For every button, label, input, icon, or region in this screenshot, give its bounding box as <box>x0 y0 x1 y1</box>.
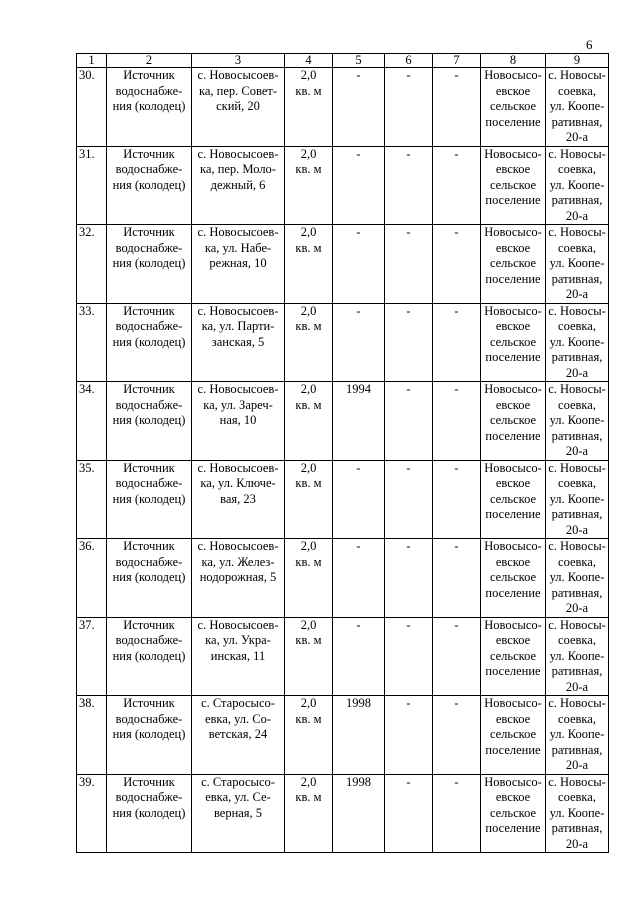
table-row <box>77 460 609 539</box>
object-name-cell <box>107 303 192 382</box>
owner-address: с. Новосы- соевка, ул. Коопе- ративная, 20-а <box>548 774 606 851</box>
object-area: 2,0 кв. м <box>295 225 322 255</box>
object-address-cell <box>192 146 285 225</box>
row-number: 36. <box>79 539 95 553</box>
owner-address: с. Новосы- соевка, ул. Коопе- ративная, 20-а <box>548 696 606 772</box>
column-6-value: - <box>406 539 411 553</box>
owner-address-cell <box>546 696 609 775</box>
object-name: Источник водоснабже- ния (колодец) <box>112 460 186 506</box>
object-address: с. Новосысоев- ка, ул. Парти- занская, 5 <box>197 303 279 349</box>
commissioning-year: - <box>356 68 361 82</box>
commissioning-year: - <box>356 146 361 161</box>
commissioning-year: 1998 <box>346 696 371 710</box>
object-address-cell <box>192 460 285 539</box>
commissioning-year: - <box>356 303 361 318</box>
row-number-cell <box>77 382 107 461</box>
settlement-name: Новосысо- евское сельское поселение <box>484 460 542 521</box>
owner-address-cell <box>546 617 609 696</box>
object-name: Источник водоснабже- ния (колодец) <box>112 696 186 741</box>
object-address-cell <box>192 696 285 775</box>
owner-address-cell <box>546 460 609 539</box>
registry-table <box>76 53 609 853</box>
object-area-cell <box>285 303 333 382</box>
column-7-value: - <box>454 539 459 553</box>
settlement-name-cell <box>481 68 546 147</box>
settlement-name-cell <box>481 303 546 382</box>
owner-address: с. Новосы- соевка, ул. Коопе- ративная, 20-а <box>548 382 606 458</box>
object-name-cell <box>107 382 192 461</box>
settlement-name: Новосысо- евское сельское поселение <box>484 617 542 678</box>
owner-address: с. Новосы- соевка, ул. Коопе- ративная, 20-а <box>548 303 606 380</box>
owner-address-cell <box>546 774 609 853</box>
object-name: Источник водоснабже- ния (колодец) <box>112 774 186 820</box>
column-7-value: - <box>454 774 459 789</box>
column-7-value: - <box>454 617 459 632</box>
table-row <box>77 382 609 461</box>
object-name: Источник водоснабже- ния (колодец) <box>112 382 186 427</box>
object-address: с. Новосысоев- ка, ул. Зареч- ная, 10 <box>197 382 279 427</box>
commissioning-year-cell <box>333 774 385 853</box>
object-area: 2,0 кв. м <box>295 68 322 98</box>
column-7-value-cell <box>433 539 481 618</box>
column-7-value-cell <box>433 68 481 147</box>
row-number-cell <box>77 225 107 304</box>
column-6-value: - <box>406 303 411 318</box>
object-area-cell <box>285 225 333 304</box>
header-row <box>77 54 609 68</box>
owner-address: с. Новосы- соевка, ул. Коопе- ративная, 20-а <box>548 146 606 223</box>
column-header: 2 <box>107 54 192 68</box>
row-number: 31. <box>79 146 95 161</box>
object-address-cell <box>192 68 285 147</box>
object-address: с. Новосысоев- ка, ул. Набе- режная, 10 <box>197 225 279 270</box>
commissioning-year-cell <box>333 225 385 304</box>
column-6-value: - <box>406 460 411 475</box>
column-header: 7 <box>433 54 481 68</box>
commissioning-year: - <box>356 539 361 553</box>
column-6-value-cell <box>385 460 433 539</box>
owner-address-cell <box>546 225 609 304</box>
owner-address: с. Новосы- соевка, ул. Коопе- ративная, 20-а <box>548 460 606 537</box>
commissioning-year: - <box>356 617 361 632</box>
row-number: 32. <box>79 225 95 239</box>
row-number: 37. <box>79 617 95 632</box>
row-number-cell <box>77 617 107 696</box>
commissioning-year: 1994 <box>346 382 371 396</box>
object-address-cell <box>192 774 285 853</box>
object-area: 2,0 кв. м <box>295 460 322 490</box>
row-number-cell <box>77 146 107 225</box>
object-address: с. Старосысо- евка, ул. Со- ветская, 24 <box>201 696 275 741</box>
object-name: Источник водоснабже- ния (колодец) <box>112 225 186 270</box>
column-7-value-cell <box>433 774 481 853</box>
column-6-value-cell <box>385 68 433 147</box>
object-name-cell <box>107 617 192 696</box>
owner-address-cell <box>546 382 609 461</box>
row-number-cell <box>77 696 107 775</box>
settlement-name: Новосысо- евское сельское поселение <box>484 539 542 600</box>
column-6-value-cell <box>385 774 433 853</box>
column-6-value: - <box>406 225 411 239</box>
row-number-cell <box>77 539 107 618</box>
object-address: с. Старосысо- евка, ул. Се- верная, 5 <box>201 774 275 820</box>
commissioning-year-cell <box>333 460 385 539</box>
column-6-value: - <box>406 696 411 710</box>
commissioning-year-cell <box>333 539 385 618</box>
object-name: Источник водоснабже- ния (колодец) <box>112 539 186 584</box>
column-6-value-cell <box>385 539 433 618</box>
commissioning-year-cell <box>333 617 385 696</box>
settlement-name-cell <box>481 146 546 225</box>
settlement-name: Новосысо- евское сельское поселение <box>484 146 542 207</box>
column-6-value: - <box>406 68 411 82</box>
commissioning-year: - <box>356 225 361 239</box>
column-header: 5 <box>333 54 385 68</box>
object-area-cell <box>285 68 333 147</box>
column-7-value-cell <box>433 225 481 304</box>
table-row <box>77 774 609 853</box>
owner-address: с. Новосы- соевка, ул. Коопе- ративная, 20-а <box>548 225 606 301</box>
settlement-name-cell <box>481 225 546 304</box>
object-name: Источник водоснабже- ния (колодец) <box>112 146 186 192</box>
page-number: 6 <box>586 37 593 52</box>
table-row <box>77 68 609 147</box>
column-7-value-cell <box>433 303 481 382</box>
object-address-cell <box>192 617 285 696</box>
row-number: 38. <box>79 696 95 710</box>
column-header: 9 <box>546 54 609 68</box>
column-7-value-cell <box>433 146 481 225</box>
commissioning-year-cell <box>333 68 385 147</box>
object-area: 2,0 кв. м <box>295 303 322 333</box>
object-area: 2,0 кв. м <box>295 146 322 176</box>
commissioning-year-cell <box>333 303 385 382</box>
column-header: 8 <box>481 54 546 68</box>
row-number-cell <box>77 774 107 853</box>
column-7-value: - <box>454 382 459 396</box>
commissioning-year: 1998 <box>346 774 371 789</box>
object-area-cell <box>285 382 333 461</box>
table-row <box>77 146 609 225</box>
column-7-value-cell <box>433 382 481 461</box>
owner-address-cell <box>546 539 609 618</box>
object-address-cell <box>192 382 285 461</box>
object-area-cell <box>285 617 333 696</box>
column-header: 4 <box>285 54 333 68</box>
column-6-value-cell <box>385 146 433 225</box>
settlement-name-cell <box>481 617 546 696</box>
owner-address: с. Новосы- соевка, ул. Коопе- ративная, 20-а <box>548 68 606 144</box>
settlement-name-cell <box>481 774 546 853</box>
column-6-value-cell <box>385 303 433 382</box>
table-row <box>77 696 609 775</box>
settlement-name-cell <box>481 460 546 539</box>
owner-address-cell <box>546 303 609 382</box>
object-name-cell <box>107 774 192 853</box>
object-area: 2,0 кв. м <box>295 382 322 412</box>
column-7-value: - <box>454 303 459 318</box>
object-area-cell <box>285 696 333 775</box>
settlement-name: Новосысо- евское сельское поселение <box>484 696 542 757</box>
object-name-cell <box>107 146 192 225</box>
owner-address: с. Новосы- соевка, ул. Коопе- ративная, 20-а <box>548 539 606 615</box>
commissioning-year-cell <box>333 696 385 775</box>
object-name-cell <box>107 460 192 539</box>
column-header: 3 <box>192 54 285 68</box>
object-address-cell <box>192 539 285 618</box>
row-number: 35. <box>79 460 95 475</box>
object-name: Источник водоснабже- ния (колодец) <box>112 617 186 663</box>
object-address: с. Новосысоев- ка, ул. Укра- инская, 11 <box>197 617 279 663</box>
object-address-cell <box>192 225 285 304</box>
table-row <box>77 225 609 304</box>
row-number-cell <box>77 303 107 382</box>
column-7-value: - <box>454 146 459 161</box>
settlement-name: Новосысо- евское сельское поселение <box>484 774 542 835</box>
column-6-value-cell <box>385 696 433 775</box>
object-address: с. Новосысоев- ка, пер. Совет- ский, 20 <box>197 68 279 113</box>
commissioning-year: - <box>356 460 361 475</box>
object-area: 2,0 кв. м <box>295 696 322 726</box>
object-name-cell <box>107 696 192 775</box>
object-area: 2,0 кв. м <box>295 617 322 647</box>
column-7-value: - <box>454 460 459 475</box>
commissioning-year-cell <box>333 146 385 225</box>
column-7-value: - <box>454 696 459 710</box>
object-area-cell <box>285 460 333 539</box>
object-name-cell <box>107 68 192 147</box>
owner-address-cell <box>546 68 609 147</box>
row-number: 39. <box>79 774 95 789</box>
column-6-value: - <box>406 617 411 632</box>
column-7-value-cell <box>433 460 481 539</box>
object-area-cell <box>285 146 333 225</box>
object-address: с. Новосысоев- ка, ул. Желез- нодорожная, 5 <box>197 539 279 584</box>
owner-address-cell <box>546 146 609 225</box>
table-row <box>77 617 609 696</box>
column-header: 1 <box>77 54 107 68</box>
row-number: 33. <box>79 303 95 318</box>
settlement-name: Новосысо- евское сельское поселение <box>484 382 542 443</box>
settlement-name-cell <box>481 539 546 618</box>
object-area: 2,0 кв. м <box>295 774 322 804</box>
owner-address: с. Новосы- соевка, ул. Коопе- ративная, 20-а <box>548 617 606 694</box>
table-body <box>77 68 609 853</box>
table-row <box>77 539 609 618</box>
column-7-value: - <box>454 225 459 239</box>
settlement-name: Новосысо- евское сельское поселение <box>484 225 542 286</box>
row-number-cell <box>77 68 107 147</box>
object-area-cell <box>285 539 333 618</box>
object-name-cell <box>107 539 192 618</box>
column-7-value-cell <box>433 617 481 696</box>
column-6-value-cell <box>385 617 433 696</box>
column-6-value: - <box>406 382 411 396</box>
settlement-name-cell <box>481 696 546 775</box>
table-row <box>77 303 609 382</box>
object-name: Источник водоснабже- ния (колодец) <box>112 303 186 349</box>
object-area-cell <box>285 774 333 853</box>
settlement-name: Новосысо- евское сельское поселение <box>484 68 542 129</box>
commissioning-year-cell <box>333 382 385 461</box>
settlement-name-cell <box>481 382 546 461</box>
row-number-cell <box>77 460 107 539</box>
object-address-cell <box>192 303 285 382</box>
column-6-value: - <box>406 774 411 789</box>
object-area: 2,0 кв. м <box>295 539 322 569</box>
column-7-value: - <box>454 68 459 82</box>
object-name: Источник водоснабже- ния (колодец) <box>112 68 186 113</box>
object-address: с. Новосысоев- ка, ул. Ключе- вая, 23 <box>197 460 279 506</box>
column-6-value: - <box>406 146 411 161</box>
row-number: 34. <box>79 382 95 396</box>
column-6-value-cell <box>385 382 433 461</box>
row-number: 30. <box>79 68 95 82</box>
object-address: с. Новосысоев- ка, пер. Моло- дежный, 6 <box>197 146 279 192</box>
object-name-cell <box>107 225 192 304</box>
column-header: 6 <box>385 54 433 68</box>
settlement-name: Новосысо- евское сельское поселение <box>484 303 542 364</box>
column-6-value-cell <box>385 225 433 304</box>
column-7-value-cell <box>433 696 481 775</box>
